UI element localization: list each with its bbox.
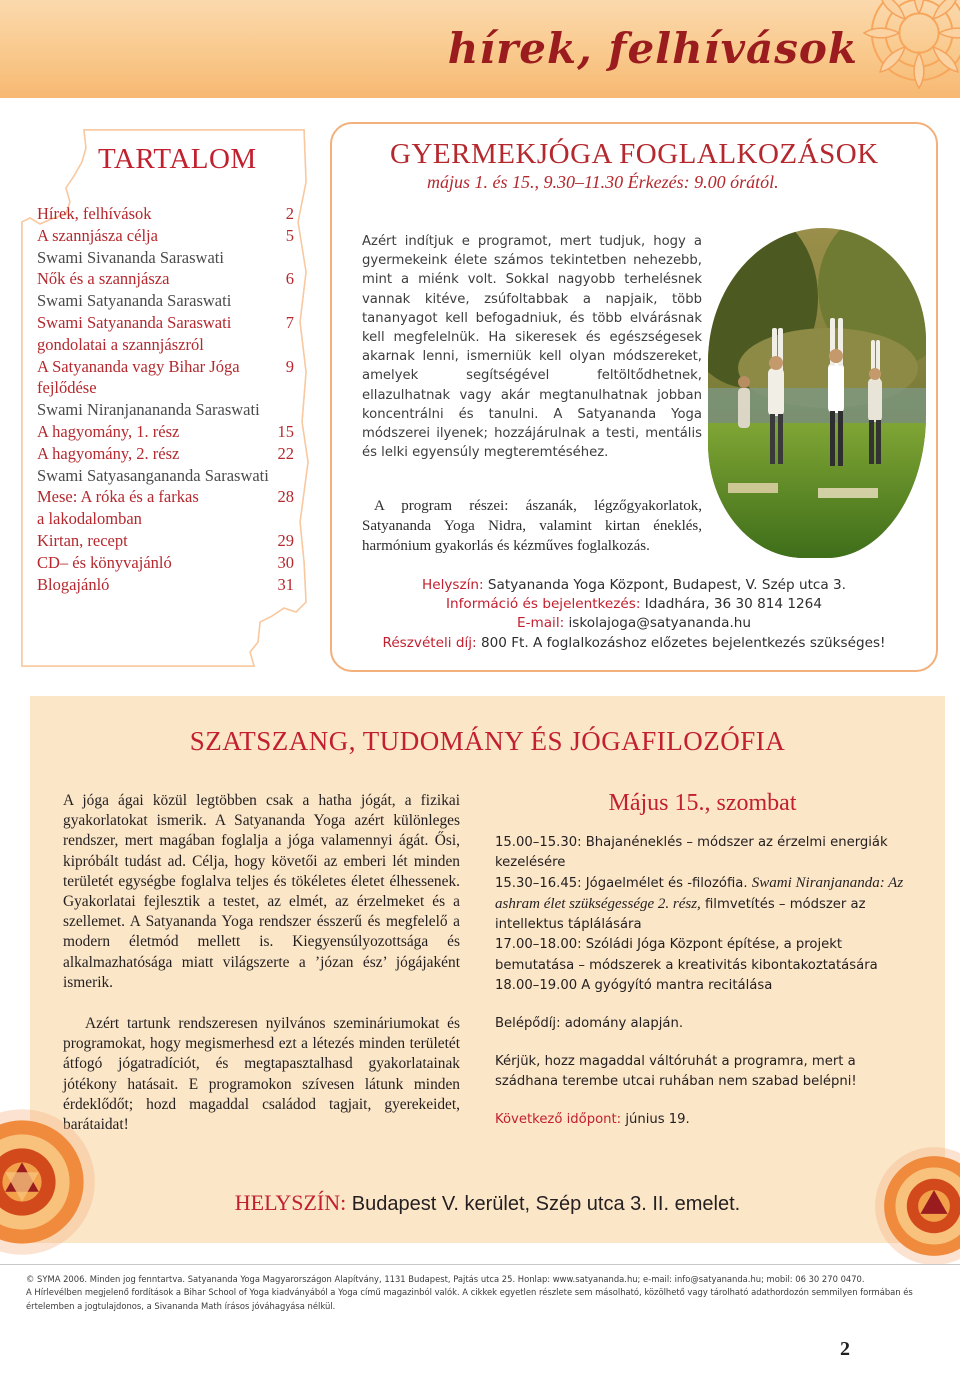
toc-entry [37,247,294,269]
toc-entry-title: Swami Niranjanananda Saraswati [37,400,260,420]
satsang-title: SZATSZANG, TUDOMÁNY ÉS JÓGAFILOZÓFIA [189,726,786,756]
toc-entry [37,508,294,530]
program-item-time: 15.30–16.45: [495,876,582,892]
info-value: 800 Ft. A foglalkozáshoz előzetes bejelentkezés szükséges! [476,634,886,651]
satsang-paragraph-2: Azért tartunk rendszeresen nyilvános szemináriumokat és programokat, hogy megismerhesd ezt a létezés minden területét átfogó jógatradíciót, és megtapasztalhasd gyakorlatainak jótékony hatásait. E programokon szívesen látunk minden érdeklődőt; hozd magaddal családod tagjait, gyerekeidet, barátaidat! [63,1015,460,1134]
kids-yoga-info [330,576,938,653]
mandala-ornament-icon [860,0,960,92]
footer-divider [0,1264,960,1265]
toc-entry-title: a lakodalomban [37,509,142,529]
program-item-after: filmvetítés – módszer az intellektus táplálására [495,897,866,933]
toc-entry-page: 7 [285,312,294,332]
toc-entry [37,443,294,465]
toc-entry-title: Blogajánló [37,574,110,594]
toc-entry-page: 6 [285,269,294,289]
toc-entry [37,268,294,290]
toc-entry-page: 30 [277,552,294,572]
section-title: hírek, felhívások [447,24,858,73]
toc-entry-page: 15 [277,421,294,441]
venue-label: HELYSZÍN: [234,1190,347,1215]
toc-entry-title: Kirtan, recept [37,530,128,550]
toc-entry [37,552,294,574]
footer-copyright: © SYMA 2006. Minden jog fenntartva. Satyananda Yoga Magyarországon Alapítvány, 1131 Budapest, Pajtás utca 25. Honlap: www.satyananda.hu; e-mail: info@satyananda.hu; mobil: 06 30 270 0470. [26,1274,865,1284]
toc-entry [37,356,294,378]
info-label: E-mail: [516,615,565,632]
program-list [495,833,910,996]
toc-entry-title: A szannjásza célja [37,225,158,245]
info-line [330,576,938,595]
event-date-title: Május 15., szombat [608,790,797,816]
toc-entry-page: 22 [277,443,294,463]
toc-entry [37,486,294,508]
program-item-time: 15.00–15.30: [495,835,582,850]
program-item [495,935,910,975]
venue-value: Budapest V. kerület, Szép utca 3. II. emelet. [346,1193,741,1215]
toc-entry [37,399,294,421]
program-item-text: Jógaelmélet és -filozófia. [581,876,752,892]
kids-yoga-title: GYERMEKJÓGA FOGLALKOZÁSOK [390,138,879,170]
program-item [495,833,910,873]
program-item-time: 17.00–18.00: [495,937,582,953]
toc-entry-page: 9 [285,356,294,376]
toc-entry-page: 2 [285,204,294,223]
kids-yoga-intro: Azért indítjuk e programot, mert tudjuk, hogy a gyermekeink élete számos tekintetben nehezebb, mint a miénk volt. Sokkal nagyobb terhelésnek vannak kitéve, zsúfoltabbak a napjaik, több tananyagot kell befogadniuk, és több elvárásnak kell megfelelnük. Ha sikeresek és egészségesek akarnak lenni, ismerniük kell olyan módszereket, amelyek segítségével feltöltődhetnek, ellazulhatnak vagy akár megtanulhatnak jobban koncentrálni és tanulni. A Satyananda Yoga módszerei ilyenek; hozzájárulnak a testi, mentális és lelki egyensúly megteremtéséhez. [362,234,702,461]
toc-entry-title: CD– és könyvajánló [37,552,172,572]
kids-yoga-program: A program részei: ászanák, légzőgyakorlatok, Satyananda Yoga Nidra, valamint kirtan éneklés, harmónium gyakorlás és kézműves foglalkozás. [362,498,702,554]
satsang-paragraph-1: A jóga ágai közül legtöbben csak a hatha jógát, a fizikai gyakorlatokat ismerik. A Satyananda Yoga azért különleges rendszer, mert magában foglalja a jóga valamennyi ágát. Ősi, kipróbált tudást ad. Célja, hogy követői az emberi lét minden területét egységbe foglalva teljes és tökéletes életet élhessenek. Gyakorlatai fejlesztik a testet, az elmét, az érzelmeket és a szellemet. A Satyananda Yoga rendszer ésszerű és megfelelő a modern életmód mellett is. Kiegyensúlyozottsága és alkalmazhatósága miatt világszerte a ’józan ész’ jógájaként ismerik. [63,792,460,991]
toc-entry-title: A Satyananda vagy Bihar Jóga [37,356,240,376]
toc-entry [37,290,294,312]
toc-entry [37,334,294,356]
page-number: 2 [840,1338,850,1360]
program-item-text: A gyógyító mantra recitálása [577,977,773,993]
mandala-right-icon [866,1138,960,1274]
info-value: Idadhára, 36 30 814 1264 [640,596,822,613]
program-item-time: 18.00–19.00 [495,977,578,993]
program-item-text: Bhajanéneklés – módszer az érzelmi energiák kezelésére [495,835,888,871]
info-line [330,634,938,653]
toc-entry-title: Swami Satyasangananda Saraswati [37,465,269,485]
satsang-left-column [63,791,460,1135]
kids-yoga-photo [708,228,926,558]
next-date-value: június 19. [621,1112,690,1128]
toc-entry [37,574,294,596]
toc-entry-page: 31 [277,574,294,594]
info-label: Részvételi díj: [382,634,477,651]
kids-yoga-date: május 1. és 15., 9.30–11.30 Érkezés: 9.00 órától. [427,172,779,192]
toc-entry [37,312,294,334]
info-line [330,595,938,614]
satsang-right-column [495,833,910,1130]
toc-entry-title: Hírek, felhívások [37,204,152,223]
toc-entry-page: 29 [277,530,294,550]
toc-list [37,203,294,595]
toc-entry [37,225,294,247]
toc-entry-title: A hagyomány, 2. rész [37,443,180,463]
program-item [495,976,910,996]
toc-entry [37,465,294,487]
toc-entry-title: Swami Satyananda Saraswati [37,291,232,311]
toc-entry [37,421,294,443]
toc-entry [37,203,294,225]
info-value: iskolajoga@satyananda.hu [564,615,752,632]
info-value: Satyananda Yoga Központ, Budapest, V. Szép utca 3. [483,577,846,593]
toc-entry-title: gondolatai a szannjászról [37,334,204,354]
info-line [330,614,938,633]
footer-notice: A Hírlevélben megjelenő fordítások a Bihar School of Yoga kiadványából a Yoga című magazinból valók. A cikkek egyetlen részlete sem másolható, közölhető vagy tárolható adathordozón semmilyen formában és értelemben a jogtulajdonos, a Sivananda Math írásos jóváhagyása nélkül. [26,1287,913,1311]
next-date [495,1110,910,1130]
toc-entry [37,530,294,552]
toc-entry-page: 5 [285,225,294,245]
header-bar [0,0,960,98]
toc-entry-title: Swami Satyananda Saraswati [37,312,232,332]
entry-fee: Belépődíj: adomány alapján. [495,1015,684,1031]
mandala-left-icon [0,1098,106,1266]
toc-entry-title: Nők és a szannjásza [37,269,170,289]
program-item [495,873,910,935]
toc-entry-title: A hagyomány, 1. rész [37,421,180,441]
program-item-italic: Swami Niranjananda: Az ashram élet szükségessége 2. rész, [495,875,904,913]
venue-line [30,1190,945,1216]
info-label: Helyszín: [421,577,484,593]
toc-entry-title: fejlődése [37,378,97,398]
toc-entry-title: Mese: A róka és a farkas [37,487,199,507]
toc-entry-title: Swami Sivananda Saraswati [37,247,224,267]
program-item-text: Szóládi Jóga Központ építése, a projekt bemutatása – módszerek a kreativitás kibontakoztatására [495,937,878,973]
clothing-note: Kérjük, hozz magaddal váltóruhát a programra, mert a szádhana terembe utcai ruhában nem szabad belépni! [495,1053,857,1089]
toc-entry [37,377,294,399]
toc-entry-page: 28 [277,487,294,507]
toc-title: TARTALOM [98,143,257,175]
next-date-label: Következő időpont: [495,1112,622,1128]
info-label: Információ és bejelentkezés: [446,596,641,613]
footer [26,1273,926,1313]
